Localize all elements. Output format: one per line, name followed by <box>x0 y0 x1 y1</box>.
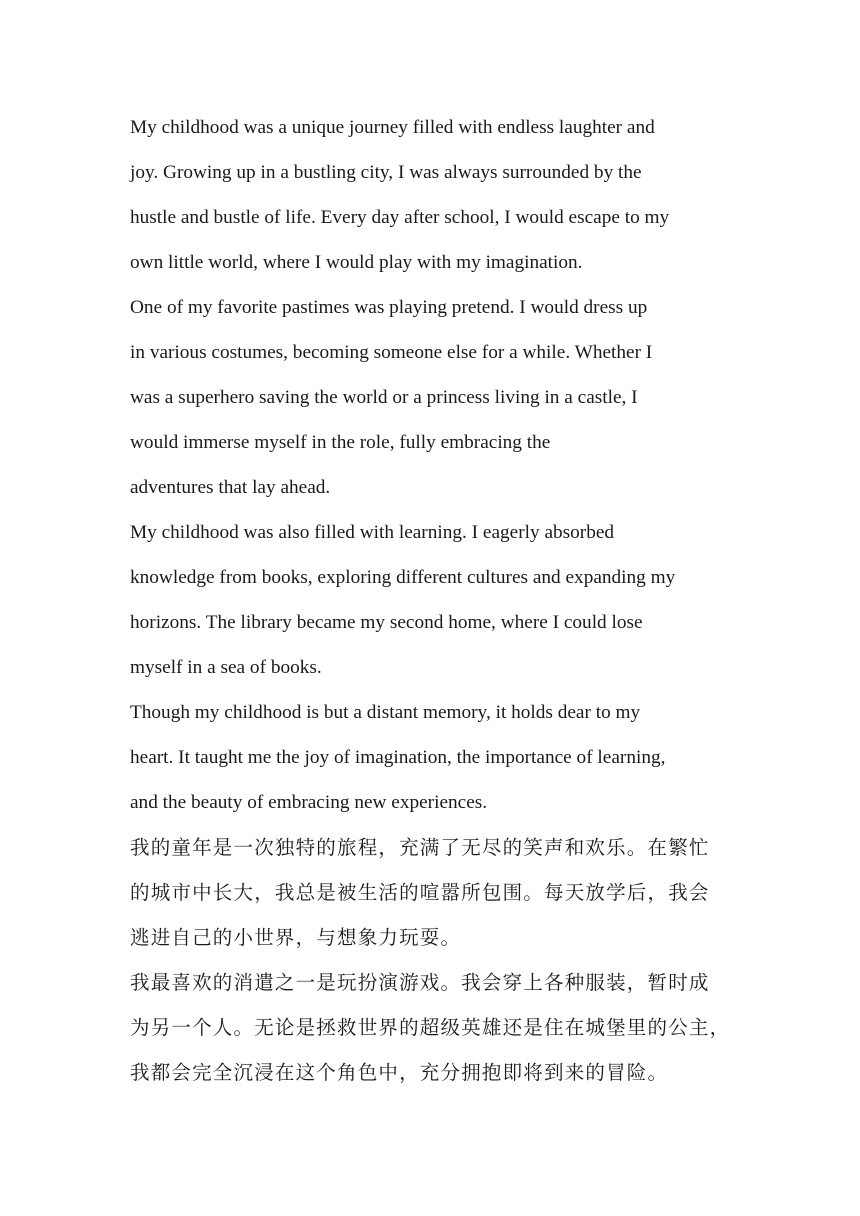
text-line: 我的童年是一次独特的旅程，充满了无尽的笑声和欢乐。在繁忙 <box>130 836 710 859</box>
text-line: Though my childhood is but a distant memory, it holds dear to my <box>130 702 641 723</box>
text-line: joy. Growing up in a bustling city, I was always surrounded by the <box>130 162 642 183</box>
text-line: and the beauty of embracing new experiences. <box>130 792 488 813</box>
text-line: 我都会完全沉浸在这个角色中，充分拥抱即将到来的冒险。 <box>130 1061 669 1084</box>
document-body <box>130 105 740 1095</box>
text-line: myself in a sea of books. <box>130 657 322 678</box>
text-line: adventures that lay ahead. <box>130 477 331 498</box>
text-line: horizons. The library became my second home, where I could lose <box>130 612 643 633</box>
text-line: 的城市中长大，我总是被生活的喧嚣所包围。每天放学后，我会 <box>130 881 710 904</box>
text-line: was a superhero saving the world or a princess living in a castle, I <box>130 387 638 408</box>
text-line: 我最喜欢的消遣之一是玩扮演游戏。我会穿上各种服装，暂时成 <box>130 971 710 994</box>
text-line: 逃进自己的小世界，与想象力玩耍。 <box>130 926 462 949</box>
text-line: heart. It taught me the joy of imagination, the importance of learning, <box>130 747 666 768</box>
text-line: 为另一个人。无论是拯救世界的超级英雄还是住在城堡里的公主， <box>130 1016 731 1039</box>
text-line: would immerse myself in the role, fully embracing the <box>130 432 551 453</box>
text-line: own little world, where I would play with my imagination. <box>130 252 583 273</box>
text-line: in various costumes, becoming someone else for a while. Whether I <box>130 342 653 363</box>
text-line: hustle and bustle of life. Every day after school, I would escape to my <box>130 207 670 228</box>
text-line: My childhood was also filled with learning. I eagerly absorbed <box>130 522 615 543</box>
text-line: knowledge from books, exploring different cultures and expanding my <box>130 567 676 588</box>
text-line: One of my favorite pastimes was playing pretend. I would dress up <box>130 297 648 318</box>
text-line: My childhood was a unique journey filled with endless laughter and <box>130 117 655 138</box>
